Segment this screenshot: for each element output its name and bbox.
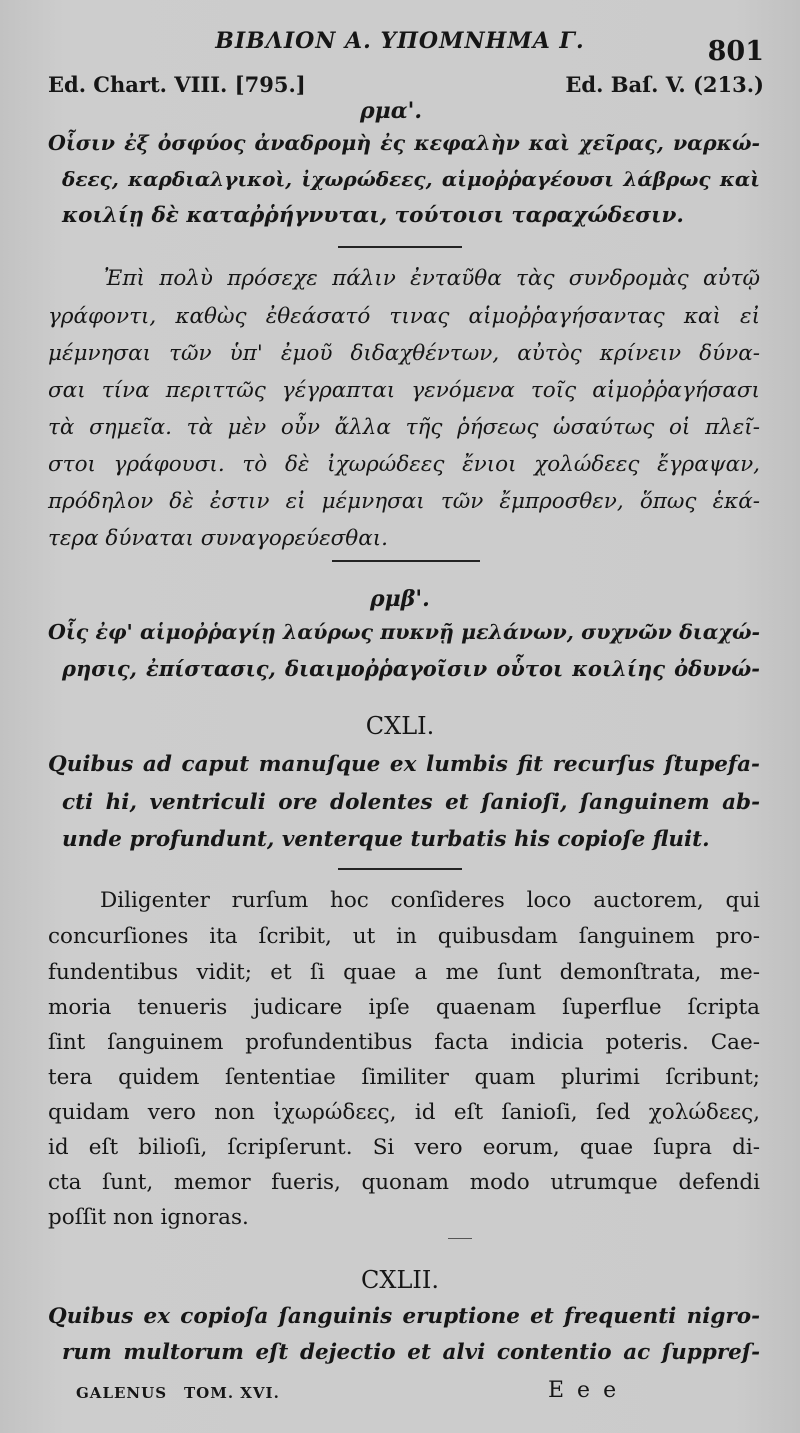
greek-commentary-line: στοι γράφουσι. τὸ δὲ ἰχωρώδεες ἔνιοι χολώδεες ἔγραψαν, [48,452,760,477]
latin-commentary-line: id eſt bilioſi, ſcripſerunt. Si vero eorum, quae ſupra di- [48,1135,760,1160]
greek-commentary-line: πρόδηλον δὲ ἐστιν εἰ μέμνησαι τῶν ἔμπροσθεν, ὅπως ἑκά- [48,489,760,514]
greek-commentary-line: τερα δύναται συναγορεύεσθαι. [48,526,389,551]
section-numeral-cxli: CXLI. [365,712,435,740]
greek-aphorism-line: κοιλίῃ δὲ καταῤῥήγνυται, τούτοισι ταραχώδεσιν. [62,203,684,228]
latin-aphorism-line: Quibus ad caput manuſque ex lumbis fit recurſus ſtupefa- [48,752,760,777]
section-mark-142-greek: ρμβ'. [370,586,430,612]
faint-mark [448,1238,472,1239]
latin-commentary-line: moria tenueris judicare ipſe quaenam ſuperflue ſcripta [48,995,760,1020]
latin-aphorism-line: Quibus ex copioſa ſanguinis eruptione et frequenti nigro- [48,1304,760,1329]
latin-commentary-line: Diligenter rurſum hoc conſideres loco auctorem, qui [100,888,760,913]
edition-chartier: Ed. Chart. VIII. [795.] [48,72,306,97]
page-number: 801 [707,36,764,67]
greek-commentary-line: μέμνησαι τῶν ὑπ' ἐμοῦ διδαχθέντων, αὐτὸς κρίνειν δύνα- [48,341,760,366]
greek-commentary-line: Ἐπὶ πολὺ πρόσεχε πάλιν ἐνταῦθα τὰς συνδρομὰς αὐτῷ [104,266,760,291]
signature-mark: E e e [548,1378,620,1403]
footer-tome: TOM. XVI. [184,1384,280,1402]
section-divider [338,246,462,248]
greek-commentary-line: τὰ σημεῖα. τὰ μὲν οὖν ἄλλα τῆς ῥήσεως ὡσαύτως οἱ πλεῖ- [48,415,760,440]
section-mark-141-greek: ρμα'. [360,98,423,124]
running-title: ΒΙΒΛΙΟΝ Α. ΥΠΟΜΝΗΜΑ Γ. [215,28,585,54]
latin-commentary-line: quidam vero non ἰχωρώδεες, id eſt ſanioſi, ſed χολώδεες, [48,1100,760,1125]
latin-aphorism-line: unde profundunt, venterque turbatis his copioſe fluit. [62,827,710,852]
greek-aphorism-line: ρησις, ἐπίστασις, διαιμοῤῥαγοῖσιν οὗτοι κοιλίης ὀδυνώ- [62,656,760,681]
section-divider [332,560,480,562]
greek-aphorism-line: Οἷσιν ἐξ ὀσφύος ἀναδρομὴ ἐς κεφαλὴν καὶ χεῖρας, ναρκώ- [48,131,760,155]
latin-commentary-line: cta ſunt, memor fueris, quonam modo utrumque defendi [48,1170,760,1195]
latin-commentary-line: poſſit non ignoras. [48,1205,249,1230]
footer-author: GALENUS [76,1384,168,1402]
latin-aphorism-line: rum multorum eſt dejectio et alvi contentio ac ſuppreſ- [62,1340,760,1365]
greek-commentary-line: γράφοντι, καθὼς ἐθεάσατό τινας αἱμοῤῥαγήσαντας καὶ εἰ [48,304,760,329]
latin-commentary-line: ſint ſanguinem profundentibus facta indicia poteris. Cae- [48,1030,760,1055]
greek-aphorism-line: Οἷς ἐφ' αἱμοῤῥαγίῃ λαύρως πυκνῇ μελάνων, συχνῶν διαχώ- [48,620,760,644]
latin-aphorism-line: cti hi, ventriculi ore dolentes et ſanioſi, ſanguinem ab- [62,790,760,815]
section-numeral-cxlii: CXLII. [361,1266,439,1294]
greek-commentary-line: σαι τίνα περιττῶς γέγραπται γενόμενα τοῖς αἱμοῤῥαγήσασι [48,378,760,403]
section-divider [338,868,462,870]
greek-aphorism-line: δεες, καρδιαλγικοὶ, ἰχωρώδεες, αἱμοῤῥαγέουσι λάβρως καὶ [62,167,760,191]
latin-commentary-line: concurſiones ita ſcribit, ut in quibusdam ſanguinem pro- [48,924,760,949]
latin-commentary-line: tera quidem ſententiae ſimiliter quam plurimi ſcribunt; [48,1065,760,1090]
latin-commentary-line: fundentibus vidit; et ſi quae a me ſunt demonſtrata, me- [48,960,760,985]
edition-basel: Ed. Baſ. V. (213.) [565,72,764,97]
